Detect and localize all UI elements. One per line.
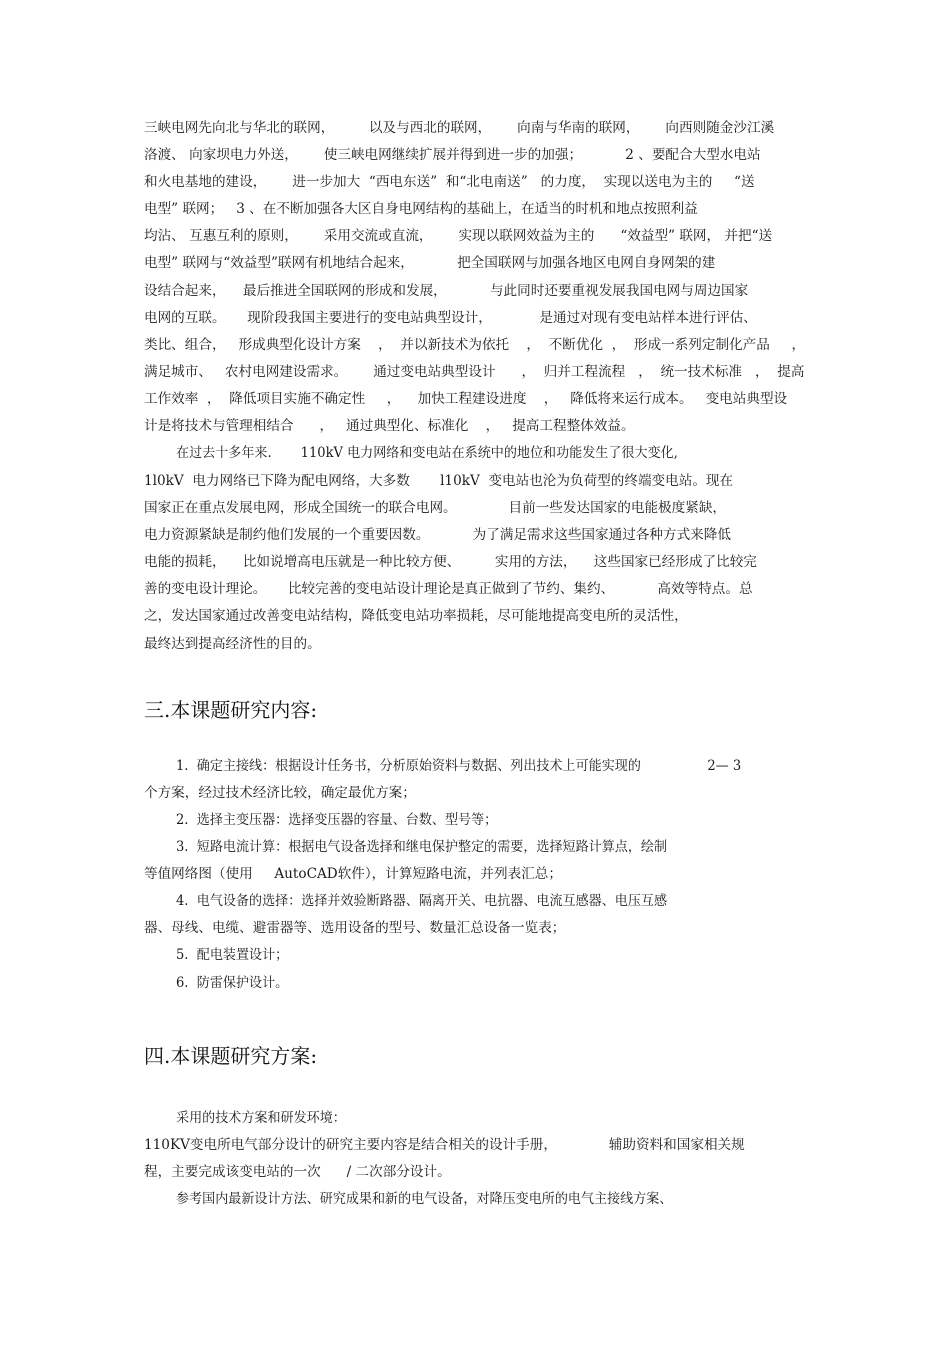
paragraph-line: 洛渡、 向家坝电力外送， 使三峡电网继续扩展并得到进一步的加强； 2 、要配合大型水电站 [144,147,761,163]
paragraph-line: 设结合起来， 最后推进全国联网的形成和发展， 与此同时还要重视发展我国电网与周边国家 [144,283,749,299]
paragraph-line: 工作效率 ， 降低项目实施不确定性 ， 加快工程建设进度 ， 降低将来运行成本。 变电站典型设 [144,391,788,407]
paragraph-line: 程，主要完成该变电站的一次 / 二次部分设计。 [144,1164,451,1180]
paragraph-line: 110KV变电所电气部分设计的研究主要内容是结合相关的设计手册， 辅助资料和国家相关规 [144,1137,745,1153]
paragraph-line: 计是将技术与管理相结合 ， 通过典型化、标准化 ， 提高工程整体效益。 [144,418,635,434]
list-item: 5. 配电装置设计； [176,947,289,963]
paragraph-line: 均沾、 互惠互利的原则， 采用交流或直流， 实现以联网效益为主的 “效益型” 联网， 并把“送 [144,228,773,244]
list-item: 6. 防雷保护设计。 [176,975,289,991]
paragraph-line: 电型” 联网； 3 、在不断加强各大区自身电网结构的基础上，在适当的时机和地点按照利益 [144,201,698,217]
paragraph-line: 善的变电设计理论。 比较完善的变电站设计理论是真正做到了节约、集约、 高效等特点。总 [144,581,753,597]
list-item: 1. 确定主接线：根据设计任务书，分析原始资料与数据、列出技术上可能实现的 2— 3 [176,758,742,774]
list-item: 2. 选择主变压器：选择变压器的容量、台数、型号等； [176,812,498,828]
paragraph-line: 电型” 联网与“效益型”联网有机地结合起来， 把全国联网与加强各地区电网自身网架的建 [144,255,716,271]
section4-heading: 四.本课题研究方案: [144,1044,318,1068]
paragraph-line: 国家正在重点发展电网，形成全国统一的联合电网。 目前一些发达国家的电能极度紧缺， [144,500,727,516]
list-item: 等值网络图（使用 AutoCAD软件），计算短路电流，并列表汇总； [144,866,562,882]
paragraph-line: 之，发达国家通过改善变电站结构，降低变电站功率损耗，尽可能地提高变电所的灵活性， [144,608,688,624]
section3-heading: 三.本课题研究内容: [144,698,318,722]
paragraph-line: 1l0kV 电力网络已下降为配电网络，大多数 l10kV 变电站也沦为负荷型的终端变电站。现在 [144,473,734,489]
paragraph-line: 和火电基地的建设， 进一步加大 “西电东送” 和“北电南送” 的力度， 实现以送电为主的 “送 [144,174,755,190]
paragraph-line: 满足城市、 农村电网建设需求。 通过变电站典型设计 ， 归并工程流程 ， 统一技术标准 ， 提高 [144,364,805,380]
paragraph-line: 电网的互联。 现阶段我国主要进行的变电站典型设计， 是通过对现有变电站样本进行评估、 [144,310,757,326]
paragraph-line: 最终达到提高经济性的目的。 [144,636,321,652]
paragraph-line: 采用的技术方案和研发环境： [176,1110,346,1126]
list-item: 个方案，经过技术经济比较，确定最优方案； [144,785,416,801]
paragraph-line: 类比、组合， 形成典型化设计方案 ， 并以新技术为依托 ， 不断优化 ， 形成一系列定制化产品 ， [144,337,806,353]
paragraph-line: 参考国内最新设计方法、研究成果和新的电气设备，对降压变电所的电气主接线方案、 [176,1191,673,1207]
list-item: 4. 电气设备的选择：选择并效验断路器、隔离开关、电抗器、电流互感器、电压互感 [176,893,668,909]
paragraph-line: 在过去十多年来. 110kV 电力网络和变电站在系统中的地位和功能发生了很大变化, [176,445,678,461]
list-item: 器、母线、电缆、避雷器等、选用设备的型号、数量汇总设备一览表； [144,920,566,936]
paragraph-line: 电力资源紧缺是制约他们发展的一个重要因数。 为了满足需求这些国家通过各种方式来降低 [144,527,731,543]
list-item: 3. 短路电流计算：根据电气设备选择和继电保护整定的需要，选择短路计算点，绘制 [176,839,668,855]
paragraph-line: 电能的损耗， 比如说增高电压就是一种比较方便、 实用的方法， 这些国家已经形成了比较完 [144,554,757,570]
paragraph-line: 三峡电网先向北与华北的联网， 以及与西北的联网， 向南与华南的联网， 向西则随金沙江溪 [144,120,775,136]
